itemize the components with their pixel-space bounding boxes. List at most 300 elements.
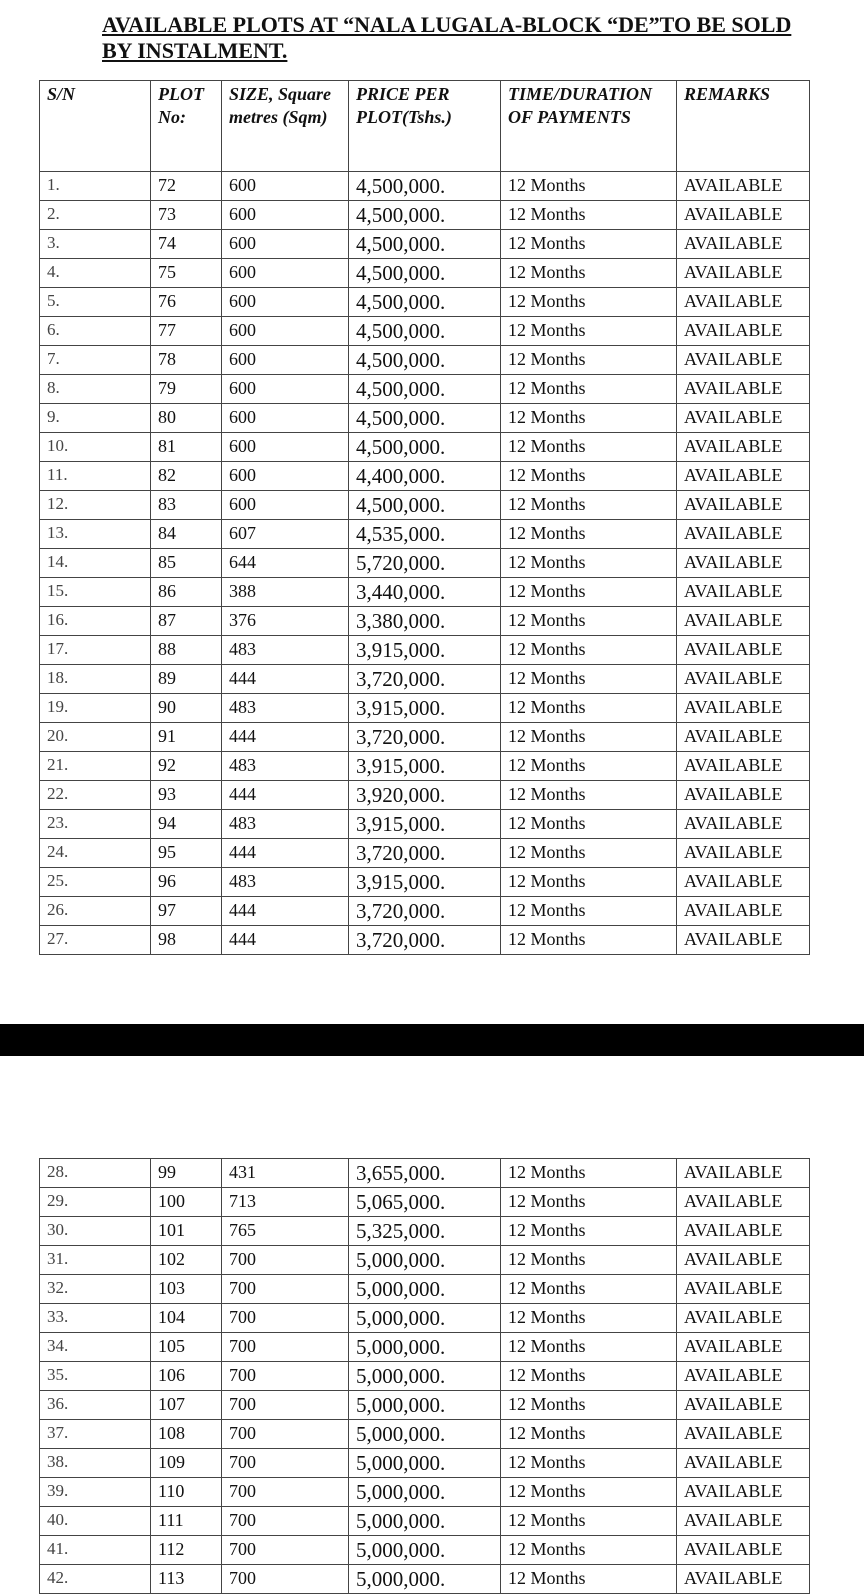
cell-time-duration: 12 Months [501,781,677,810]
cell-plot-no: 74 [151,230,222,259]
cell-size: 483 [222,694,349,723]
cell-plot-no: 103 [151,1275,222,1304]
cell-price: 5,000,000. [349,1246,501,1275]
cell-price: 5,000,000. [349,1565,501,1594]
table-row [40,1188,810,1217]
cell-sn: 37. [40,1420,151,1449]
cell-size: 600 [222,288,349,317]
cell-time-duration: 12 Months [501,404,677,433]
cell-time-duration: 12 Months [501,288,677,317]
cell-price: 5,000,000. [349,1420,501,1449]
cell-remark: AVAILABLE [677,926,810,955]
cell-price: 5,720,000. [349,549,501,578]
cell-price: 3,915,000. [349,636,501,665]
cell-remark: AVAILABLE [677,462,810,491]
cell-time-duration: 12 Months [501,1449,677,1478]
cell-size: 483 [222,752,349,781]
cell-price: 4,500,000. [349,201,501,230]
plots-table-part-1 [39,80,810,955]
cell-price: 4,500,000. [349,259,501,288]
cell-sn: 28. [40,1159,151,1188]
cell-remark: AVAILABLE [677,694,810,723]
cell-time-duration: 12 Months [501,259,677,288]
cell-plot-no: 84 [151,520,222,549]
cell-sn: 31. [40,1246,151,1275]
cell-remark: AVAILABLE [677,375,810,404]
cell-plot-no: 80 [151,404,222,433]
cell-sn: 40. [40,1507,151,1536]
cell-time-duration: 12 Months [501,346,677,375]
cell-time-duration: 12 Months [501,1391,677,1420]
cell-remark: AVAILABLE [677,1362,810,1391]
cell-plot-no: 94 [151,810,222,839]
cell-plot-no: 90 [151,694,222,723]
cell-size: 431 [222,1159,349,1188]
cell-time-duration: 12 Months [501,665,677,694]
cell-sn: 24. [40,839,151,868]
cell-sn: 10. [40,433,151,462]
cell-price: 5,325,000. [349,1217,501,1246]
cell-sn: 8. [40,375,151,404]
table-row [40,1391,810,1420]
cell-size: 700 [222,1420,349,1449]
cell-sn: 27. [40,926,151,955]
cell-size: 600 [222,462,349,491]
cell-plot-no: 88 [151,636,222,665]
header-time-duration: TIME/DURATION OF PAYMENTS [501,81,677,172]
cell-remark: AVAILABLE [677,259,810,288]
cell-sn: 2. [40,201,151,230]
cell-price: 3,720,000. [349,839,501,868]
cell-price: 3,440,000. [349,578,501,607]
table-row [40,752,810,781]
cell-sn: 33. [40,1304,151,1333]
cell-sn: 38. [40,1449,151,1478]
cell-remark: AVAILABLE [677,1304,810,1333]
cell-price: 4,500,000. [349,375,501,404]
cell-size: 700 [222,1565,349,1594]
cell-price: 4,400,000. [349,462,501,491]
cell-remark: AVAILABLE [677,665,810,694]
cell-sn: 26. [40,897,151,926]
cell-price: 5,000,000. [349,1362,501,1391]
cell-time-duration: 12 Months [501,1159,677,1188]
cell-time-duration: 12 Months [501,1333,677,1362]
cell-price: 3,720,000. [349,926,501,955]
cell-remark: AVAILABLE [677,752,810,781]
cell-size: 700 [222,1478,349,1507]
cell-size: 483 [222,810,349,839]
cell-size: 713 [222,1188,349,1217]
cell-sn: 4. [40,259,151,288]
table-row [40,1362,810,1391]
plots-table-part-2 [39,1158,810,1594]
table-row [40,1304,810,1333]
cell-size: 700 [222,1449,349,1478]
cell-time-duration: 12 Months [501,868,677,897]
cell-size: 444 [222,926,349,955]
cell-remark: AVAILABLE [677,1275,810,1304]
cell-time-duration: 12 Months [501,317,677,346]
cell-plot-no: 108 [151,1420,222,1449]
cell-price: 3,915,000. [349,694,501,723]
cell-remark: AVAILABLE [677,607,810,636]
cell-size: 600 [222,259,349,288]
cell-plot-no: 98 [151,926,222,955]
cell-sn: 35. [40,1362,151,1391]
table-row [40,868,810,897]
cell-size: 700 [222,1304,349,1333]
cell-plot-no: 101 [151,1217,222,1246]
table-row [40,259,810,288]
cell-sn: 15. [40,578,151,607]
cell-size: 444 [222,665,349,694]
cell-remark: AVAILABLE [677,433,810,462]
table-row [40,607,810,636]
cell-price: 4,500,000. [349,172,501,201]
cell-price: 5,065,000. [349,1188,501,1217]
cell-sn: 7. [40,346,151,375]
cell-size: 700 [222,1536,349,1565]
cell-price: 3,720,000. [349,897,501,926]
cell-price: 5,000,000. [349,1449,501,1478]
cell-time-duration: 12 Months [501,1304,677,1333]
cell-size: 644 [222,549,349,578]
cell-remark: AVAILABLE [677,578,810,607]
cell-time-duration: 12 Months [501,549,677,578]
cell-price: 3,655,000. [349,1159,501,1188]
cell-sn: 25. [40,868,151,897]
cell-remark: AVAILABLE [677,520,810,549]
cell-time-duration: 12 Months [501,636,677,665]
cell-size: 600 [222,201,349,230]
table-row [40,723,810,752]
cell-time-duration: 12 Months [501,897,677,926]
cell-remark: AVAILABLE [677,201,810,230]
cell-remark: AVAILABLE [677,810,810,839]
cell-plot-no: 82 [151,462,222,491]
cell-sn: 23. [40,810,151,839]
cell-plot-no: 102 [151,1246,222,1275]
table-row [40,1536,810,1565]
cell-plot-no: 93 [151,781,222,810]
table-row [40,665,810,694]
cell-time-duration: 12 Months [501,1188,677,1217]
cell-price: 4,500,000. [349,288,501,317]
cell-time-duration: 12 Months [501,578,677,607]
cell-time-duration: 12 Months [501,1478,677,1507]
cell-plot-no: 78 [151,346,222,375]
cell-plot-no: 89 [151,665,222,694]
cell-remark: AVAILABLE [677,781,810,810]
cell-time-duration: 12 Months [501,1275,677,1304]
cell-remark: AVAILABLE [677,404,810,433]
table-row [40,1420,810,1449]
table-row [40,897,810,926]
cell-price: 3,915,000. [349,868,501,897]
cell-time-duration: 12 Months [501,433,677,462]
cell-time-duration: 12 Months [501,230,677,259]
cell-size: 700 [222,1333,349,1362]
cell-sn: 14. [40,549,151,578]
cell-remark: AVAILABLE [677,1391,810,1420]
cell-price: 4,535,000. [349,520,501,549]
table-body-part-1 [40,172,810,955]
table-row [40,317,810,346]
cell-remark: AVAILABLE [677,346,810,375]
cell-remark: AVAILABLE [677,1333,810,1362]
cell-remark: AVAILABLE [677,1536,810,1565]
cell-plot-no: 110 [151,1478,222,1507]
cell-sn: 1. [40,172,151,201]
cell-size: 483 [222,636,349,665]
table-row [40,375,810,404]
cell-plot-no: 107 [151,1391,222,1420]
cell-sn: 11. [40,462,151,491]
cell-price: 5,000,000. [349,1536,501,1565]
cell-size: 483 [222,868,349,897]
cell-plot-no: 100 [151,1188,222,1217]
cell-sn: 16. [40,607,151,636]
cell-sn: 9. [40,404,151,433]
cell-price: 5,000,000. [349,1333,501,1362]
table-row [40,1507,810,1536]
cell-remark: AVAILABLE [677,288,810,317]
cell-time-duration: 12 Months [501,694,677,723]
table-row [40,1275,810,1304]
cell-remark: AVAILABLE [677,230,810,259]
cell-price: 5,000,000. [349,1275,501,1304]
table-row [40,839,810,868]
cell-plot-no: 91 [151,723,222,752]
cell-remark: AVAILABLE [677,317,810,346]
header-remarks: REMARKS [677,81,810,172]
table-row [40,172,810,201]
cell-plot-no: 113 [151,1565,222,1594]
cell-plot-no: 95 [151,839,222,868]
cell-remark: AVAILABLE [677,723,810,752]
cell-size: 444 [222,723,349,752]
cell-remark: AVAILABLE [677,1420,810,1449]
table-row [40,201,810,230]
table-row [40,1159,810,1188]
cell-plot-no: 104 [151,1304,222,1333]
cell-remark: AVAILABLE [677,549,810,578]
cell-price: 3,915,000. [349,752,501,781]
table-row [40,1478,810,1507]
cell-size: 600 [222,317,349,346]
cell-time-duration: 12 Months [501,491,677,520]
cell-price: 3,720,000. [349,723,501,752]
cell-size: 600 [222,404,349,433]
cell-plot-no: 96 [151,868,222,897]
cell-price: 4,500,000. [349,317,501,346]
cell-sn: 41. [40,1536,151,1565]
cell-time-duration: 12 Months [501,1507,677,1536]
table-row [40,781,810,810]
cell-size: 600 [222,172,349,201]
cell-price: 5,000,000. [349,1507,501,1536]
cell-plot-no: 109 [151,1449,222,1478]
cell-price: 3,915,000. [349,810,501,839]
cell-size: 700 [222,1246,349,1275]
cell-sn: 12. [40,491,151,520]
table-row [40,694,810,723]
cell-sn: 3. [40,230,151,259]
table-row [40,346,810,375]
cell-time-duration: 12 Months [501,375,677,404]
table-header-row [40,81,810,172]
cell-sn: 42. [40,1565,151,1594]
cell-time-duration: 12 Months [501,1362,677,1391]
cell-price: 4,500,000. [349,230,501,259]
cell-time-duration: 12 Months [501,607,677,636]
table-row [40,230,810,259]
header-sn: S/N [40,81,151,172]
table-row [40,1565,810,1594]
cell-time-duration: 12 Months [501,1565,677,1594]
cell-size: 444 [222,839,349,868]
cell-size: 600 [222,230,349,259]
cell-sn: 36. [40,1391,151,1420]
cell-sn: 34. [40,1333,151,1362]
cell-sn: 6. [40,317,151,346]
cell-size: 607 [222,520,349,549]
cell-remark: AVAILABLE [677,172,810,201]
cell-size: 765 [222,1217,349,1246]
cell-remark: AVAILABLE [677,636,810,665]
cell-time-duration: 12 Months [501,752,677,781]
cell-plot-no: 83 [151,491,222,520]
cell-remark: AVAILABLE [677,1565,810,1594]
cell-sn: 17. [40,636,151,665]
cell-sn: 30. [40,1217,151,1246]
header-price: PRICE PER PLOT(Tshs.) [349,81,501,172]
cell-price: 5,000,000. [349,1391,501,1420]
table-row [40,549,810,578]
cell-size: 444 [222,897,349,926]
cell-sn: 29. [40,1188,151,1217]
table-row [40,1333,810,1362]
cell-remark: AVAILABLE [677,868,810,897]
cell-time-duration: 12 Months [501,520,677,549]
cell-size: 600 [222,433,349,462]
cell-remark: AVAILABLE [677,897,810,926]
cell-plot-no: 105 [151,1333,222,1362]
cell-plot-no: 75 [151,259,222,288]
cell-price: 3,920,000. [349,781,501,810]
header-size: SIZE, Square metres (Sqm) [222,81,349,172]
table-row [40,636,810,665]
cell-plot-no: 87 [151,607,222,636]
cell-size: 700 [222,1391,349,1420]
cell-size: 600 [222,375,349,404]
table-row [40,462,810,491]
cell-remark: AVAILABLE [677,1217,810,1246]
cell-price: 5,000,000. [349,1304,501,1333]
header-plot-no: PLOT No: [151,81,222,172]
cell-sn: 13. [40,520,151,549]
cell-price: 3,720,000. [349,665,501,694]
table-row [40,1217,810,1246]
redaction-bar [0,1024,864,1056]
cell-price: 5,000,000. [349,1478,501,1507]
cell-price: 4,500,000. [349,346,501,375]
cell-plot-no: 73 [151,201,222,230]
cell-sn: 5. [40,288,151,317]
cell-time-duration: 12 Months [501,810,677,839]
cell-size: 600 [222,491,349,520]
cell-time-duration: 12 Months [501,723,677,752]
cell-remark: AVAILABLE [677,839,810,868]
cell-time-duration: 12 Months [501,1420,677,1449]
cell-plot-no: 79 [151,375,222,404]
table-row [40,433,810,462]
cell-remark: AVAILABLE [677,1449,810,1478]
cell-sn: 22. [40,781,151,810]
cell-time-duration: 12 Months [501,172,677,201]
cell-plot-no: 111 [151,1507,222,1536]
table-row [40,1246,810,1275]
cell-sn: 20. [40,723,151,752]
cell-plot-no: 99 [151,1159,222,1188]
cell-sn: 21. [40,752,151,781]
cell-remark: AVAILABLE [677,1159,810,1188]
table-row [40,404,810,433]
cell-sn: 19. [40,694,151,723]
cell-price: 4,500,000. [349,433,501,462]
table-row [40,810,810,839]
table-body-part-2 [40,1159,810,1594]
cell-size: 600 [222,346,349,375]
cell-plot-no: 85 [151,549,222,578]
cell-remark: AVAILABLE [677,1188,810,1217]
document-title: AVAILABLE PLOTS AT “NALA LUGALA-BLOCK “DE”TO BE SOLD BY INSTALMENT. [102,12,792,63]
cell-time-duration: 12 Months [501,1536,677,1565]
cell-price: 4,500,000. [349,404,501,433]
cell-size: 388 [222,578,349,607]
cell-remark: AVAILABLE [677,1246,810,1275]
cell-sn: 39. [40,1478,151,1507]
cell-plot-no: 81 [151,433,222,462]
cell-plot-no: 112 [151,1536,222,1565]
cell-size: 444 [222,781,349,810]
table-row [40,578,810,607]
cell-size: 376 [222,607,349,636]
cell-price: 4,500,000. [349,491,501,520]
table-row [40,1449,810,1478]
cell-plot-no: 92 [151,752,222,781]
cell-remark: AVAILABLE [677,1478,810,1507]
cell-size: 700 [222,1507,349,1536]
table-row [40,288,810,317]
cell-time-duration: 12 Months [501,839,677,868]
cell-size: 700 [222,1362,349,1391]
cell-plot-no: 86 [151,578,222,607]
cell-price: 3,380,000. [349,607,501,636]
cell-time-duration: 12 Months [501,926,677,955]
cell-time-duration: 12 Months [501,201,677,230]
table-row [40,520,810,549]
cell-sn: 32. [40,1275,151,1304]
cell-plot-no: 72 [151,172,222,201]
cell-plot-no: 77 [151,317,222,346]
cell-remark: AVAILABLE [677,491,810,520]
cell-time-duration: 12 Months [501,462,677,491]
cell-plot-no: 106 [151,1362,222,1391]
cell-time-duration: 12 Months [501,1217,677,1246]
table-row [40,491,810,520]
